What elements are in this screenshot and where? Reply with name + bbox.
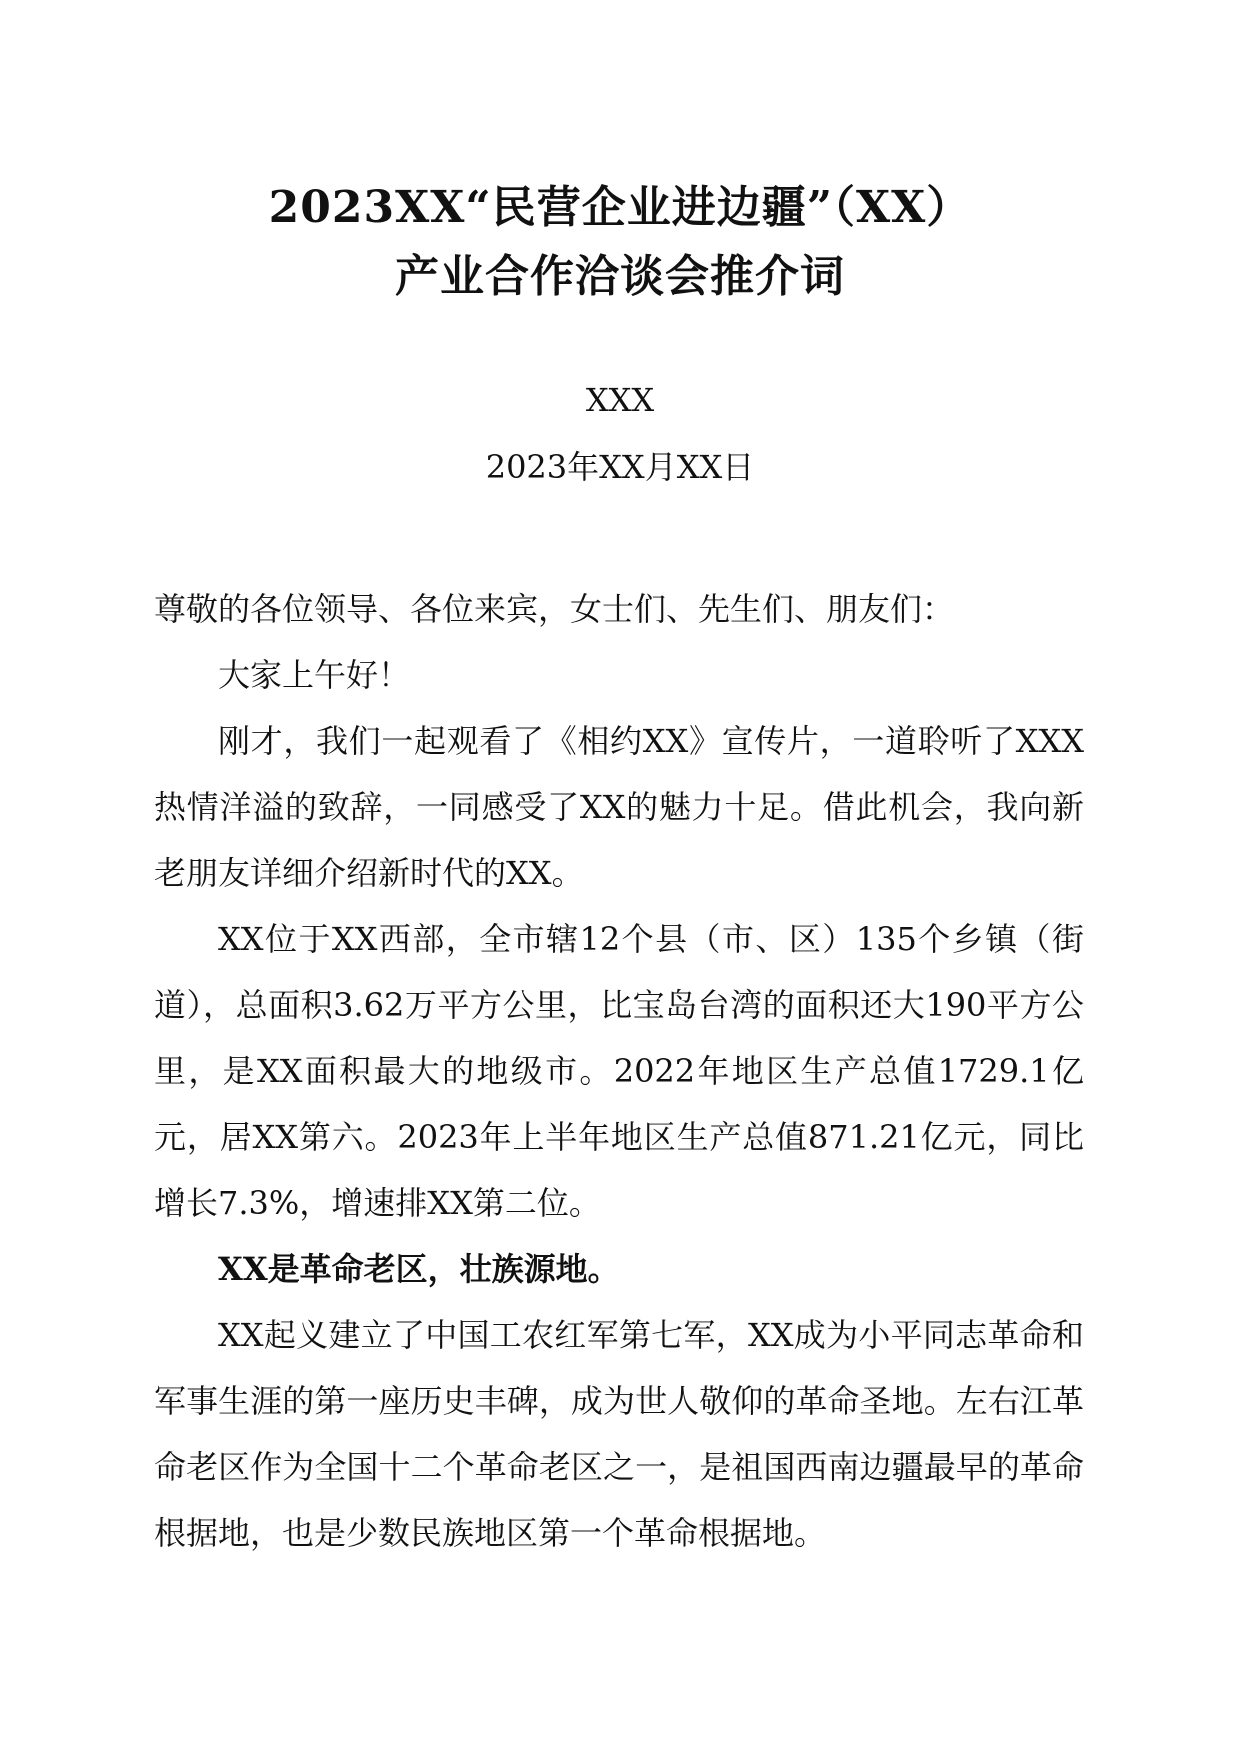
document-title-line-2: 产业合作洽谈会推介词 (395, 251, 845, 302)
greeting: 大家上午好！ (218, 656, 411, 694)
section-heading: XX是革命老区，壮族源地。 (218, 1250, 620, 1288)
document-title-line-1: 2023XX“民营企业进边疆”（XX） (268, 182, 972, 233)
body-paragraph: 刚才，我们一起观看了《相约XX》宣传片，一道聆听了XXX热情洋溢的致辞，一同感受了XX的魅力十足。借此机会，我向新老朋友详细介绍新时代的XX。 (154, 722, 1084, 892)
body-paragraph: XX起义建立了中国工农红军第七军，XX成为小平同志革命和军事生涯的第一座历史丰碑，成为世人敬仰的革命圣地。左右江革命老区作为全国十二个革命老区之一，是祖国西南边疆最早的革命根据地，也是少数民族地区第一个革命根据地。 (154, 1316, 1084, 1552)
document-body (154, 576, 1084, 1566)
author-name: XXX (585, 381, 655, 419)
document-date: 2023年XX月XX日 (485, 448, 755, 486)
salutation: 尊敬的各位领导、各位来宾，女士们、先生们、朋友们： (154, 590, 955, 628)
body-paragraph: XX位于XX西部，全市辖12个县（市、区）135个乡镇（街道），总面积3.62万平方公里，比宝岛台湾的面积还大190平方公里，是XX面积最大的地级市。2022年地区生产总值1729.1亿元，居XX第六。2023年上半年地区生产总值871.21亿元，同比增长7.3%，增速排XX第二位。 (154, 920, 1084, 1222)
